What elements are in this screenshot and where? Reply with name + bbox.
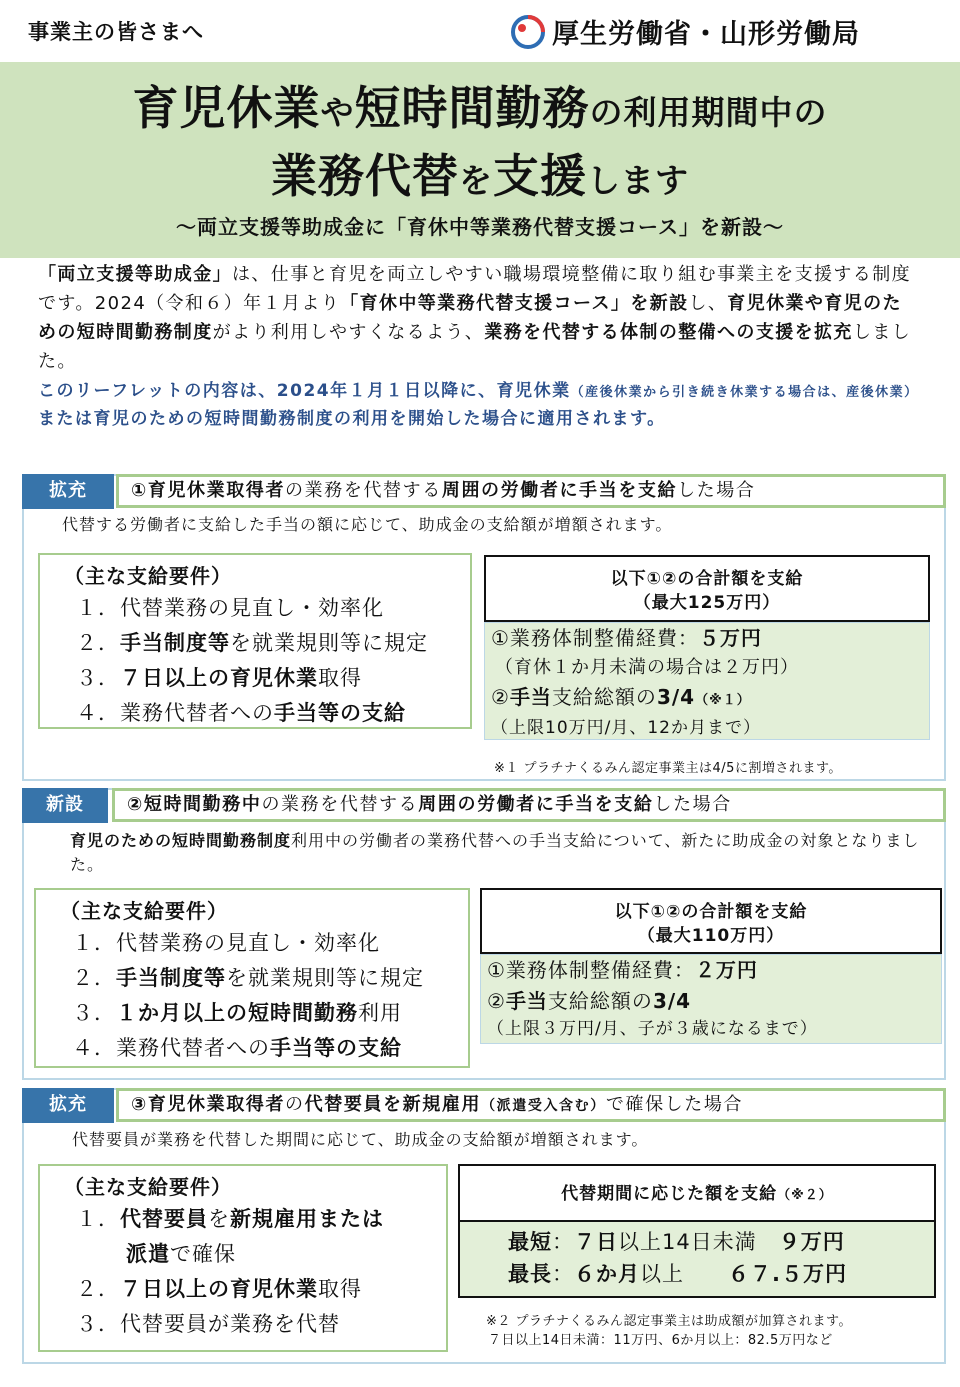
section-2-heading: ②短時間勤務中の業務を代替する周囲の労働者に手当を支給した場合 bbox=[112, 788, 946, 822]
payment-item-2: ②手当支給総額の3/4（※１） bbox=[491, 685, 751, 709]
payment-item-2: ②手当支給総額の3/4 bbox=[487, 989, 692, 1013]
section-3-payment-details bbox=[458, 1222, 936, 1298]
requirement-item-cont: 派遣で確保 bbox=[126, 1242, 236, 1266]
section-3-payment-header: 代替期間に応じた額を支給（※２） bbox=[458, 1164, 936, 1222]
requirement-item: ４．業務代替者への手当等の支給 bbox=[72, 1036, 402, 1060]
section-1-description: 代替する労働者に支給した手当の額に応じて、助成金の支給額が増額されます。 bbox=[62, 515, 673, 534]
ministry-name bbox=[510, 12, 860, 51]
audience-heading: 事業主の皆さまへ bbox=[28, 20, 204, 44]
section-3-requirements bbox=[38, 1164, 448, 1352]
payment-item-2-note: （上限３万円/月、子が３歳になるまで） bbox=[487, 1019, 818, 1039]
section-3-heading: ③育児休業取得者の代替要員を新規雇用（派遣受入含む）で確保した場合 bbox=[116, 1088, 946, 1122]
notice-paragraph: このリーフレットの内容は、2024年１月１日以降に、育児休業（産後休業から引き続き休業する場合は、産後休業）または育児のための短時間勤務制度の利用を開始した場合に適用されます。 bbox=[38, 381, 919, 429]
requirements-title: （主な支給要件） bbox=[60, 899, 228, 923]
page-title-line2: 業務代替を支援します bbox=[271, 149, 689, 203]
section-2-payment-details bbox=[480, 954, 942, 1044]
section-1-footnote: ※１ プラチナくるみん認定事業主は4/5に割増されます。 bbox=[494, 761, 842, 776]
requirement-item: ３．７日以上の育児休業取得 bbox=[76, 666, 362, 690]
payment-item-1: ①業務体制整備経費：２万円 bbox=[487, 958, 758, 982]
ministry-label: 厚生労働省・山形労働局 bbox=[552, 19, 860, 50]
section-2-payment-header: 以下①②の合計額を支給 （最大110万円） bbox=[480, 888, 942, 954]
payment-item-2-note: （上限10万円/月、12か月まで） bbox=[491, 718, 761, 738]
payment-item-1-note: （育休１か月未満の場合は２万円） bbox=[495, 657, 799, 678]
requirement-item: ３．１か月以上の短時間勤務利用 bbox=[72, 1001, 402, 1025]
payment-minimum: 最短：７日以上14日未満 ９万円 bbox=[508, 1230, 845, 1254]
section-1-heading: ①育児休業取得者の業務を代替する周囲の労働者に手当を支給した場合 bbox=[116, 474, 946, 508]
section-2-description: 育児のための短時間勤務制度利用中の労働者の業務代替への手当支給について、新たに助成金の対象となりました。 bbox=[70, 831, 920, 874]
requirement-item: ３．代替要員が業務を代替 bbox=[76, 1312, 340, 1336]
requirement-item: １．代替要員を新規雇用または bbox=[76, 1207, 384, 1231]
payment-maximum: 最長：６か月以上 ６７.５万円 bbox=[508, 1262, 847, 1286]
requirement-item: １．代替業務の見直し・効率化 bbox=[76, 596, 384, 620]
page-title-line1: 育児休業や短時間勤務の利用期間中の bbox=[132, 81, 828, 135]
requirements-title: （主な支給要件） bbox=[64, 564, 232, 588]
section-1-requirements bbox=[38, 553, 472, 729]
mhlw-logo-icon bbox=[510, 14, 546, 50]
requirements-title: （主な支給要件） bbox=[64, 1175, 232, 1199]
section-2-requirements bbox=[34, 888, 470, 1068]
payment-item-1: ①業務体制整備経費：５万円 bbox=[491, 626, 762, 650]
requirement-item: １．代替業務の見直し・効率化 bbox=[72, 931, 380, 955]
section-2-tag: 新設 bbox=[22, 788, 108, 823]
section-3-footnote-2: ７日以上14日未満：11万円、6か月以上：82.5万円など bbox=[488, 1333, 833, 1348]
requirement-item: ２．７日以上の育児休業取得 bbox=[76, 1277, 362, 1301]
section-3-footnote-1: ※２ プラチナくるみん認定事業主は助成額が加算されます。 bbox=[486, 1314, 852, 1329]
section-3-description: 代替要員が業務を代替した期間に応じて、助成金の支給額が増額されます。 bbox=[72, 1130, 649, 1149]
page-subtitle: ～両立支援等助成金に「育休中等業務代替支援コース」を新設～ bbox=[176, 215, 784, 239]
requirement-item: ２．手当制度等を就業規則等に規定 bbox=[76, 631, 428, 655]
section-1-payment-details bbox=[484, 622, 930, 740]
requirement-item: ２．手当制度等を就業規則等に規定 bbox=[72, 966, 424, 990]
requirement-item: ４．業務代替者への手当等の支給 bbox=[76, 701, 406, 725]
intro-paragraph: 「両立支援等助成金」は、仕事と育児を両立しやすい職場環境整備に取り組む事業主を支援する制度です。2024（令和６）年１月より「育休中等業務代替支援コース」を新設し、育児休業や育児のための短時間勤務制度がより利用しやすくなるよう、業務を代替する体制の整備への支援を拡充しました。 bbox=[38, 264, 912, 372]
section-3-tag: 拡充 bbox=[22, 1088, 114, 1123]
section-1-tag: 拡充 bbox=[22, 474, 114, 509]
section-1-payment-header: 以下①②の合計額を支給 （最大125万円） bbox=[484, 555, 930, 622]
